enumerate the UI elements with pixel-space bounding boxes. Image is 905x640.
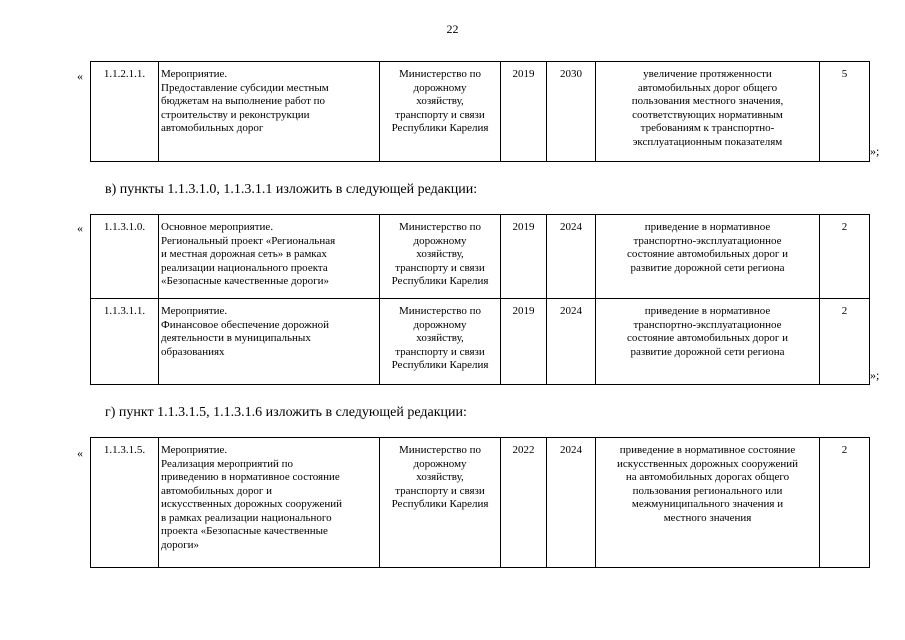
measure-name: Мероприятие. Предоставление субсидии местным бюджетам на выполнение работ по строительству и реконструкции автомобильных дорог xyxy=(159,62,380,162)
close-quote: »; xyxy=(870,368,880,382)
measure-number: 1.1.3.1.0. xyxy=(91,215,159,299)
expected-result: приведение в нормативное транспортно-эксплуатационное состояние автомобильных дорог и развитие дорожной сети региона xyxy=(596,215,820,299)
year-end: 2024 xyxy=(547,215,596,299)
table-measure-1-1-2-1-1 xyxy=(90,61,870,162)
measure-number: 1.1.2.1.1. xyxy=(91,62,159,162)
page-number: 22 xyxy=(446,22,459,36)
year-start: 2019 xyxy=(501,299,547,385)
executor: Министерство по дорожному хозяйству, транспорту и связи Республики Карелия xyxy=(380,215,501,299)
year-start: 2019 xyxy=(501,62,547,162)
measure-name: Мероприятие. Финансовое обеспечение дорожной деятельности в муниципальных образованиях xyxy=(159,299,380,385)
table-measure-1-1-3-1-5 xyxy=(90,437,870,568)
measure-name: Мероприятие. Реализация мероприятий по приведению в нормативное состояние автомобильных дорог и искусственных дорожных сооружений в рамках реализации национального проекта «Безопасные качественные дороги» xyxy=(159,438,380,568)
year-end: 2030 xyxy=(547,62,596,162)
executor: Министерство по дорожному хозяйству, транспорту и связи Республики Карелия xyxy=(380,62,501,162)
year-end: 2024 xyxy=(547,438,596,568)
indicator-number: 2 xyxy=(820,438,870,568)
table-row xyxy=(91,215,870,299)
indicator-number: 2 xyxy=(820,215,870,299)
expected-result: приведение в нормативное транспортно-эксплуатационное состояние автомобильных дорог и развитие дорожной сети региона xyxy=(596,299,820,385)
indicator-number: 2 xyxy=(820,299,870,385)
executor: Министерство по дорожному хозяйству, транспорту и связи Республики Карелия xyxy=(380,299,501,385)
table-row xyxy=(91,299,870,385)
executor: Министерство по дорожному хозяйству, транспорту и связи Республики Карелия xyxy=(380,438,501,568)
table-row xyxy=(91,62,870,162)
open-quote: « xyxy=(77,446,83,460)
paragraph-v: в) пункты 1.1.3.1.0, 1.1.3.1.1 изложить в следующей редакции: xyxy=(105,182,478,197)
measure-number: 1.1.3.1.1. xyxy=(91,299,159,385)
year-start: 2019 xyxy=(501,215,547,299)
table-row xyxy=(91,438,870,568)
expected-result: приведение в нормативное состояние искусственных дорожных сооружений на автомобильных дорогах общего пользования регионального или межмуниципального значения и местного значения xyxy=(596,438,820,568)
table-measures-1-1-3-1-0 xyxy=(90,214,870,385)
year-start: 2022 xyxy=(501,438,547,568)
expected-result: увеличение протяженности автомобильных дорог общего пользования местного значения, соответствующих нормативным требованиям к транспортно- эксплуатационным показателям xyxy=(596,62,820,162)
measure-number: 1.1.3.1.5. xyxy=(91,438,159,568)
paragraph-g: г) пункт 1.1.3.1.5, 1.1.3.1.6 изложить в следующей редакции: xyxy=(105,405,467,420)
year-end: 2024 xyxy=(547,299,596,385)
indicator-number: 5 xyxy=(820,62,870,162)
close-quote: »; xyxy=(870,144,880,158)
open-quote: « xyxy=(77,69,83,83)
open-quote: « xyxy=(77,221,83,235)
measure-name: Основное мероприятие. Региональный проект «Региональная и местная дорожная сеть» в рамках реализации национального проекта «Безопасные качественные дороги» xyxy=(159,215,380,299)
